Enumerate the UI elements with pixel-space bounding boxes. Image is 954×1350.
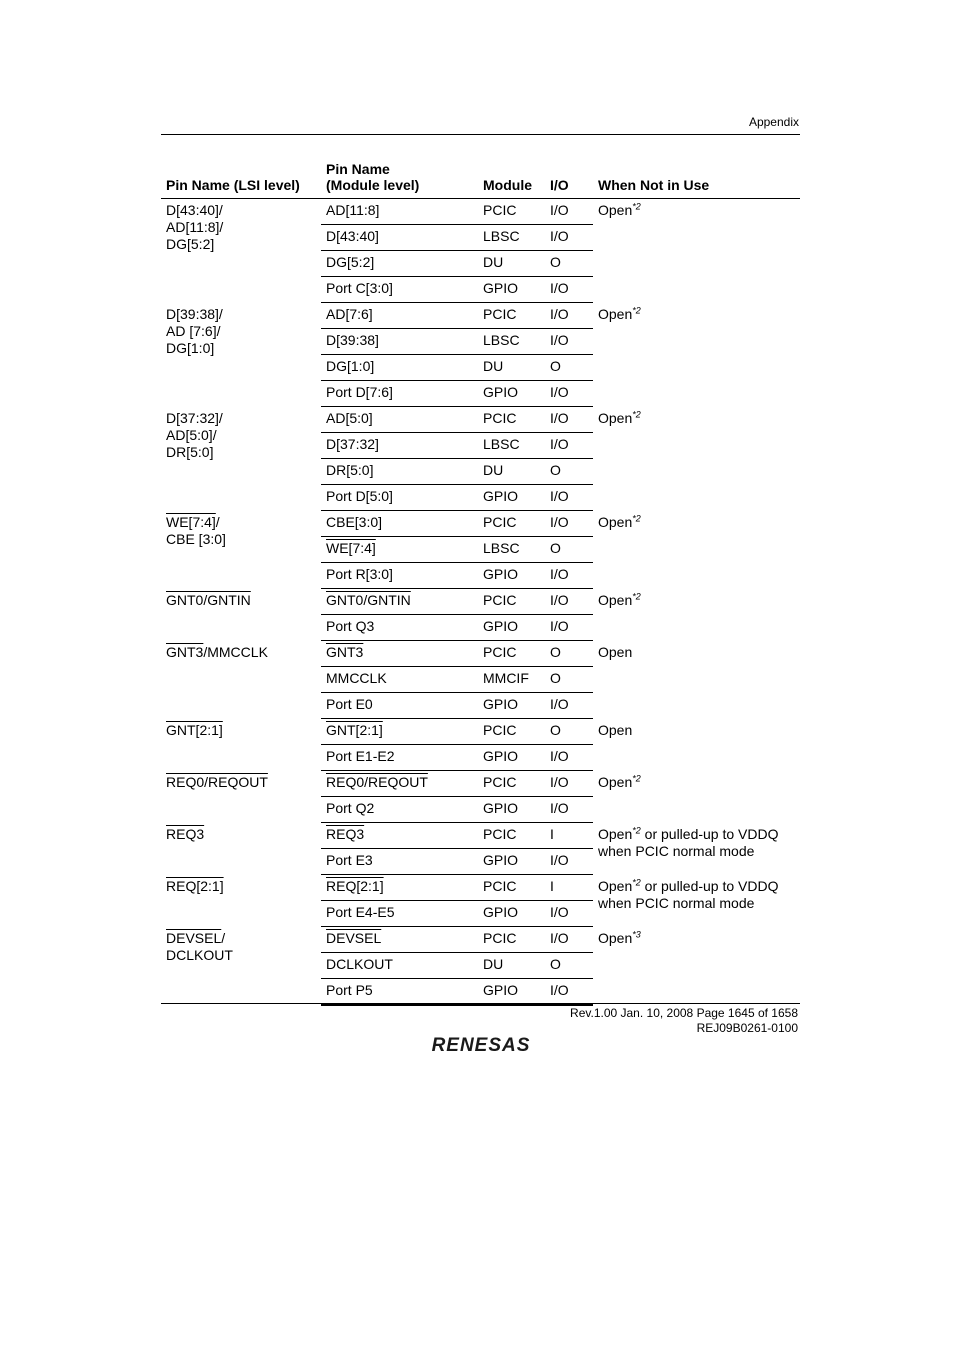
module-pin-cell: [321, 875, 478, 901]
footnote-ref: *2: [632, 512, 641, 523]
module-pin-cell: [321, 693, 478, 719]
when-not-in-use-cell: [593, 511, 800, 589]
when-not-in-use-cell: [593, 875, 800, 927]
when-not-in-use-extra: or pulled-up to VDDQ: [640, 877, 779, 894]
module-pin-name: Port D[7:6]: [326, 384, 393, 400]
when-not-in-use-line2: when PCIC normal mode: [598, 842, 755, 859]
col-header-module: Module: [483, 177, 532, 193]
module-pin-cell: [321, 485, 478, 511]
module-pin-cell: [321, 329, 478, 355]
lsi-pin-overline: GNT[2:1]: [166, 721, 223, 738]
table-row: [161, 589, 800, 615]
lsi-pin-overline: REQ3: [166, 825, 205, 842]
when-not-in-use-text: Open: [598, 643, 633, 660]
footnote-ref: *2: [632, 876, 641, 887]
io-cell: I/O: [545, 381, 593, 407]
lsi-pin-cell: [161, 303, 321, 407]
module-pin-name: DCLKOUT: [326, 956, 393, 972]
lsi-pin-cell: [161, 719, 321, 771]
table-row: [161, 199, 800, 225]
module-pin-cell: [321, 641, 478, 667]
module-cell: GPIO: [478, 615, 545, 641]
module-pin-cell: [321, 589, 478, 615]
table-row: [161, 303, 800, 329]
module-pin-name: GNT3: [326, 644, 364, 660]
module-pin-cell: [321, 953, 478, 979]
module-pin-cell: [321, 667, 478, 693]
module-pin-name: Port Q3: [326, 618, 375, 634]
table-row: [161, 719, 800, 745]
module-cell: GPIO: [478, 797, 545, 823]
table-row: [161, 823, 800, 849]
module-pin-cell: [321, 251, 478, 277]
lsi-pin-tail: /: [215, 513, 220, 530]
module-cell: GPIO: [478, 745, 545, 771]
footnote-ref: *2: [632, 304, 641, 315]
footnote-ref: *2: [632, 201, 641, 212]
table-row: [161, 511, 800, 537]
module-cell: LBSC: [478, 225, 545, 251]
when-not-in-use-cell: [593, 589, 800, 641]
table-row: [161, 641, 800, 667]
pin-table: [161, 157, 800, 1006]
io-cell: I/O: [545, 849, 593, 875]
lsi-pin-line: CBE [3:0]: [166, 530, 226, 547]
module-cell: GPIO: [478, 563, 545, 589]
module-pin-cell: [321, 927, 478, 953]
module-pin-cell: [321, 979, 478, 1006]
when-not-in-use-cell: [593, 407, 800, 511]
io-cell: O: [545, 641, 593, 667]
when-not-in-use-cell: [593, 641, 800, 719]
footnote-ref: *2: [632, 408, 641, 419]
pin-group: [161, 511, 800, 589]
module-pin-name: CBE[3:0]: [326, 514, 383, 530]
when-not-in-use-line2: when PCIC normal mode: [598, 894, 755, 911]
module-pin-cell: [321, 381, 478, 407]
module-pin-name: Port C[3:0]: [326, 280, 393, 296]
io-cell: I/O: [545, 511, 593, 537]
section-header: Appendix: [748, 115, 799, 129]
io-cell: I/O: [545, 433, 593, 459]
when-not-in-use-text: Open: [598, 513, 633, 530]
module-pin-cell: [321, 849, 478, 875]
io-cell: I/O: [545, 589, 593, 615]
lsi-pin-line: DCLKOUT: [166, 946, 233, 963]
io-cell: O: [545, 355, 593, 381]
when-not-in-use-text: Open: [598, 825, 633, 842]
module-cell: DU: [478, 355, 545, 381]
io-cell: I/O: [545, 927, 593, 953]
io-cell: O: [545, 537, 593, 563]
lsi-pin-overline: GNT0/GNTIN: [166, 591, 251, 608]
footnote-ref: *2: [632, 590, 641, 601]
module-cell: GPIO: [478, 381, 545, 407]
svg-text:RENESAS: RENESAS: [431, 1035, 531, 1056]
when-not-in-use-cell: [593, 199, 800, 303]
module-cell: MMCIF: [478, 667, 545, 693]
header-rule: [161, 134, 800, 135]
module-pin-name: REQ3: [326, 826, 365, 842]
module-pin-cell: [321, 537, 478, 563]
module-cell: GPIO: [478, 485, 545, 511]
pin-group: [161, 875, 800, 927]
module-cell: DU: [478, 953, 545, 979]
module-pin-name: REQ[2:1]: [326, 878, 384, 894]
module-pin-name: Port R[3:0]: [326, 566, 393, 582]
io-cell: I/O: [545, 745, 593, 771]
lsi-pin-cell: [161, 589, 321, 641]
lsi-pin-cell: [161, 823, 321, 875]
module-pin-name: AD[5:0]: [326, 410, 373, 426]
module-pin-name: AD[7:6]: [326, 306, 373, 322]
module-cell: PCIC: [478, 719, 545, 745]
footnote-ref: *2: [632, 772, 641, 783]
module-cell: DU: [478, 459, 545, 485]
io-cell: I/O: [545, 693, 593, 719]
module-pin-name: D[37:32]: [326, 436, 379, 452]
when-not-in-use-text: Open: [598, 773, 633, 790]
lsi-pin-tail: /MMCCLK: [203, 643, 268, 660]
lsi-pin-line: DG[1:0]: [166, 339, 215, 356]
module-pin-name: D[43:40]: [326, 228, 379, 244]
lsi-pin-tail: /: [221, 929, 226, 946]
table-row: [161, 407, 800, 433]
table-row: [161, 927, 800, 953]
module-pin-name: DG[1:0]: [326, 358, 375, 374]
module-cell: LBSC: [478, 329, 545, 355]
module-cell: PCIC: [478, 927, 545, 953]
table-row: [161, 875, 800, 901]
module-pin-name: Port E1-E2: [326, 748, 395, 764]
when-not-in-use-text: Open: [598, 591, 633, 608]
module-pin-cell: [321, 433, 478, 459]
module-pin-name: WE[7:4]: [326, 540, 376, 556]
module-pin-name: GNT0/GNTIN: [326, 592, 411, 608]
io-cell: I/O: [545, 225, 593, 251]
pin-group: [161, 199, 800, 303]
lsi-pin-line: D[43:40]/: [166, 202, 223, 218]
module-pin-cell: [321, 225, 478, 251]
when-not-in-use-text: Open: [598, 929, 633, 946]
io-cell: O: [545, 459, 593, 485]
lsi-pin-line: AD[11:8]/: [166, 219, 224, 235]
lsi-pin-overline: DEVSEL: [166, 929, 222, 946]
lsi-pin-overline: REQ[2:1]: [166, 877, 224, 894]
pin-group: [161, 771, 800, 823]
module-pin-name: REQ0/REQOUT: [326, 774, 428, 790]
module-cell: LBSC: [478, 537, 545, 563]
module-pin-cell: [321, 199, 478, 225]
module-pin-name: DR[5:0]: [326, 462, 374, 478]
table-header-row: [161, 157, 800, 199]
module-pin-cell: [321, 355, 478, 381]
module-cell: PCIC: [478, 407, 545, 433]
footnote-ref: *2: [632, 824, 641, 835]
module-pin-name: DG[5:2]: [326, 254, 375, 270]
lsi-pin-line: AD [7:6]/: [166, 322, 221, 339]
footer-rule: [161, 1003, 800, 1004]
pin-group: [161, 303, 800, 407]
lsi-pin-line: D[39:38]/: [166, 305, 223, 322]
when-not-in-use-cell: [593, 823, 800, 875]
pin-group: [161, 719, 800, 771]
module-pin-cell: [321, 303, 478, 329]
module-pin-cell: [321, 745, 478, 771]
lsi-pin-cell: [161, 771, 321, 823]
when-not-in-use-cell: [593, 771, 800, 823]
module-pin-cell: [321, 823, 478, 849]
module-pin-name: GNT[2:1]: [326, 722, 383, 738]
module-cell: PCIC: [478, 303, 545, 329]
io-cell: I: [545, 875, 593, 901]
module-cell: GPIO: [478, 277, 545, 303]
io-cell: O: [545, 667, 593, 693]
module-pin-cell: [321, 407, 478, 433]
io-cell: I/O: [545, 901, 593, 927]
lsi-pin-line: DR[5:0]: [166, 443, 214, 460]
module-cell: PCIC: [478, 771, 545, 797]
module-pin-name: Port Q2: [326, 800, 375, 816]
lsi-pin-cell: [161, 511, 321, 589]
lsi-pin-line: D[37:32]/: [166, 409, 223, 426]
lsi-pin-cell: [161, 407, 321, 511]
col-header-io: I/O: [550, 177, 569, 193]
module-pin-cell: [321, 797, 478, 823]
io-cell: I/O: [545, 979, 593, 1006]
io-cell: I: [545, 823, 593, 849]
lsi-pin-line: AD[5:0]/: [166, 426, 217, 443]
io-cell: I/O: [545, 199, 593, 225]
module-pin-cell: [321, 459, 478, 485]
pin-group: [161, 927, 800, 1006]
lsi-pin-line: DG[5:2]: [166, 236, 215, 252]
module-pin-cell: [321, 615, 478, 641]
io-cell: O: [545, 251, 593, 277]
lsi-pin-cell: [161, 641, 321, 719]
table-row: [161, 771, 800, 797]
when-not-in-use-text: Open: [598, 877, 633, 894]
io-cell: I/O: [545, 407, 593, 433]
io-cell: O: [545, 953, 593, 979]
module-pin-name: Port E0: [326, 696, 373, 712]
io-cell: I/O: [545, 277, 593, 303]
when-not-in-use-cell: [593, 927, 800, 1006]
io-cell: I/O: [545, 303, 593, 329]
module-cell: GPIO: [478, 901, 545, 927]
col-header-lsi: Pin Name (LSI level): [166, 177, 300, 193]
when-not-in-use-text: Open: [598, 409, 633, 426]
module-pin-name: Port P5: [326, 982, 373, 998]
module-pin-cell: [321, 901, 478, 927]
module-cell: GPIO: [478, 979, 545, 1006]
module-pin-cell: [321, 511, 478, 537]
module-pin-name: D[39:38]: [326, 332, 379, 348]
lsi-pin-overline: WE[7:4]: [166, 513, 216, 530]
pin-group: [161, 407, 800, 511]
io-cell: I/O: [545, 771, 593, 797]
module-pin-cell: [321, 563, 478, 589]
when-not-in-use-text: Open: [598, 202, 633, 218]
module-pin-cell: [321, 719, 478, 745]
io-cell: I/O: [545, 797, 593, 823]
module-cell: LBSC: [478, 433, 545, 459]
when-not-in-use-text: Open: [598, 305, 633, 322]
io-cell: I/O: [545, 615, 593, 641]
col-header-module-pin: Pin Name (Module level): [326, 161, 420, 193]
module-pin-name: DEVSEL: [326, 930, 382, 946]
footnote-ref: *3: [632, 928, 641, 939]
pin-group: [161, 641, 800, 719]
module-pin-name: MMCCLK: [326, 670, 387, 686]
module-pin-name: Port E3: [326, 852, 373, 868]
module-cell: PCIC: [478, 875, 545, 901]
module-cell: DU: [478, 251, 545, 277]
module-cell: PCIC: [478, 511, 545, 537]
lsi-pin-overline: REQ0/REQOUT: [166, 773, 268, 790]
io-cell: I/O: [545, 329, 593, 355]
pin-group: [161, 589, 800, 641]
module-cell: PCIC: [478, 823, 545, 849]
io-cell: I/O: [545, 563, 593, 589]
module-pin-name: Port D[5:0]: [326, 488, 393, 504]
lsi-pin-overline: GNT3: [166, 643, 204, 660]
module-cell: GPIO: [478, 693, 545, 719]
renesas-logo: [420, 1034, 542, 1056]
col-header-when-not-in-use: When Not in Use: [598, 177, 710, 193]
when-not-in-use-cell: [593, 303, 800, 407]
footer-doc-number: REJ09B0261-0100: [696, 1021, 798, 1035]
pin-group: [161, 823, 800, 875]
io-cell: I/O: [545, 485, 593, 511]
when-not-in-use-cell: [593, 719, 800, 771]
module-pin-name: Port E4-E5: [326, 904, 395, 920]
module-pin-name: AD[11:8]: [326, 202, 380, 218]
when-not-in-use-extra: or pulled-up to VDDQ: [640, 825, 779, 842]
module-pin-cell: [321, 771, 478, 797]
module-cell: PCIC: [478, 641, 545, 667]
footer-revision: Rev.1.00 Jan. 10, 2008 Page 1645 of 1658: [570, 1006, 798, 1020]
when-not-in-use-text: Open: [598, 721, 633, 738]
module-cell: GPIO: [478, 849, 545, 875]
lsi-pin-cell: [161, 927, 321, 1006]
module-cell: PCIC: [478, 199, 545, 225]
io-cell: O: [545, 719, 593, 745]
lsi-pin-cell: [161, 875, 321, 927]
module-pin-cell: [321, 277, 478, 303]
lsi-pin-cell: [161, 199, 321, 303]
module-cell: PCIC: [478, 589, 545, 615]
